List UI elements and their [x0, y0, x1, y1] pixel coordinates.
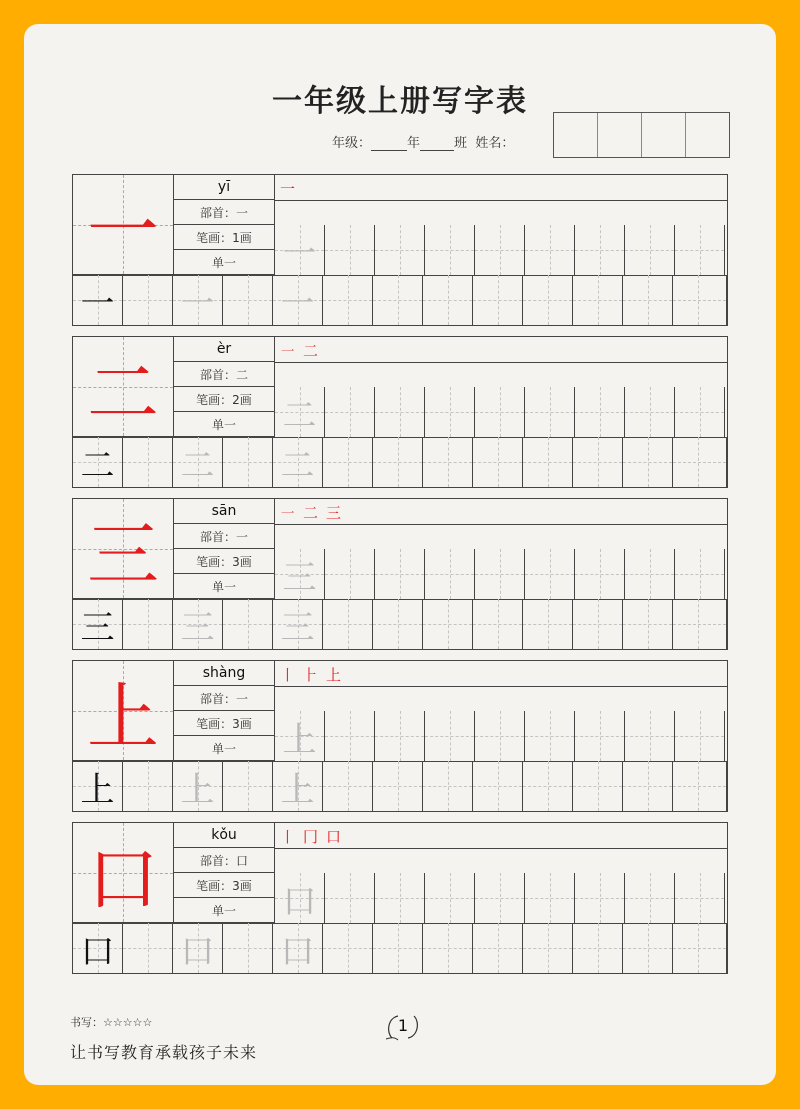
writing-cell[interactable]	[623, 437, 673, 487]
writing-cell[interactable]	[323, 437, 373, 487]
writing-cell[interactable]	[575, 225, 625, 275]
writing-cell[interactable]	[673, 275, 727, 325]
writing-cell[interactable]	[673, 761, 727, 811]
trace-char: 一	[180, 283, 215, 324]
trace-char: 上	[282, 719, 317, 760]
writing-cell[interactable]	[575, 873, 625, 923]
writing-cell[interactable]	[375, 711, 425, 761]
writing-cell[interactable]	[123, 761, 173, 811]
sample-char: 上	[80, 769, 115, 810]
stroke-step: ㇐	[280, 341, 296, 360]
writing-cell[interactable]	[173, 599, 223, 649]
writing-cell[interactable]	[473, 923, 523, 973]
trace-char: 二	[180, 445, 215, 486]
writing-cell[interactable]	[623, 599, 673, 649]
row-divider	[275, 524, 727, 525]
writing-cell[interactable]	[525, 387, 575, 437]
stroke-count: 笔画：1画	[174, 225, 275, 250]
radical: 部首：一	[174, 686, 275, 711]
writing-cell[interactable]	[373, 437, 423, 487]
model-char-cell	[73, 337, 174, 437]
pinyin: sān	[174, 499, 275, 524]
stroke-step: 口	[326, 827, 342, 846]
rating-stars: 书写：☆☆☆☆☆	[70, 1016, 153, 1029]
radical: 部首：口	[174, 848, 275, 873]
writing-cell[interactable]	[223, 761, 273, 811]
writing-cell[interactable]	[325, 711, 375, 761]
pinyin: èr	[174, 337, 275, 362]
pinyin: yī	[174, 175, 275, 200]
writing-cell[interactable]	[275, 711, 325, 761]
stroke-step: 丨	[280, 827, 296, 846]
character-block	[72, 660, 728, 812]
writing-cell[interactable]	[425, 225, 475, 275]
writing-cell[interactable]	[325, 873, 375, 923]
stroke-count: 笔画：3画	[174, 711, 275, 736]
writing-cell[interactable]	[625, 873, 675, 923]
writing-cell[interactable]	[675, 225, 725, 275]
writing-cell[interactable]	[475, 549, 525, 599]
sample-char: 三	[80, 607, 115, 648]
row-divider	[275, 362, 727, 363]
writing-cell[interactable]	[73, 923, 123, 973]
writing-cell[interactable]	[575, 549, 625, 599]
trace-char: 一	[282, 233, 317, 274]
writing-cell[interactable]	[525, 711, 575, 761]
writing-cell[interactable]	[423, 599, 473, 649]
writing-cell[interactable]	[473, 599, 523, 649]
writing-cell[interactable]	[375, 225, 425, 275]
writing-cell[interactable]	[325, 225, 375, 275]
writing-cell[interactable]	[373, 923, 423, 973]
name-label: 姓名：	[475, 136, 515, 151]
writing-cell[interactable]	[523, 437, 573, 487]
writing-cell[interactable]	[523, 599, 573, 649]
writing-cell[interactable]	[223, 275, 273, 325]
row-divider	[275, 686, 727, 687]
sample-char: 一	[80, 283, 115, 324]
writing-cell[interactable]	[673, 599, 727, 649]
grade-label: 年级：	[332, 136, 372, 151]
stroke-step: 二	[303, 341, 319, 360]
writing-cell[interactable]	[625, 387, 675, 437]
writing-cell[interactable]	[173, 923, 223, 973]
model-char: 口	[86, 836, 159, 921]
example-word: 单一	[174, 250, 275, 275]
writing-cell[interactable]	[573, 275, 623, 325]
page-title: 一年级上册写字表	[272, 84, 528, 119]
writing-cell[interactable]	[473, 761, 523, 811]
writing-cell[interactable]	[73, 761, 123, 811]
year-label: 年	[407, 136, 421, 151]
trace-char: 二	[280, 445, 315, 486]
writing-cell[interactable]	[223, 437, 273, 487]
writing-cell[interactable]	[273, 761, 323, 811]
writing-cell[interactable]	[525, 225, 575, 275]
writing-cell[interactable]	[273, 437, 323, 487]
writing-cell[interactable]	[323, 923, 373, 973]
writing-cell[interactable]	[423, 437, 473, 487]
writing-cell[interactable]	[523, 275, 573, 325]
writing-cell[interactable]	[625, 549, 675, 599]
writing-cell[interactable]	[573, 923, 623, 973]
stroke-step: 三	[326, 503, 342, 522]
model-char: 二	[86, 350, 159, 435]
character-block	[72, 498, 728, 650]
sample-char: 口	[80, 931, 115, 972]
writing-cell[interactable]	[373, 275, 423, 325]
writing-cell[interactable]	[375, 387, 425, 437]
writing-cell[interactable]	[623, 923, 673, 973]
stroke-step: 一	[280, 179, 296, 198]
stroke-order	[280, 339, 318, 361]
example-word: 单一	[174, 898, 275, 923]
trace-char: 二	[282, 395, 317, 436]
writing-cell[interactable]	[475, 711, 525, 761]
radical: 部首：二	[174, 362, 275, 387]
writing-cell[interactable]	[625, 711, 675, 761]
writing-cell[interactable]	[173, 437, 223, 487]
writing-cell[interactable]	[123, 275, 173, 325]
writing-cell[interactable]	[373, 599, 423, 649]
writing-cell[interactable]	[575, 387, 625, 437]
writing-cell[interactable]	[575, 711, 625, 761]
model-char-cell	[73, 499, 174, 599]
stroke-step: 二	[303, 503, 319, 522]
stroke-order	[280, 825, 341, 847]
writing-cell[interactable]	[523, 761, 573, 811]
writing-cell[interactable]	[525, 549, 575, 599]
writing-cell[interactable]	[475, 387, 525, 437]
writing-cell[interactable]	[623, 275, 673, 325]
writing-cell[interactable]	[325, 387, 375, 437]
sample-char: 二	[80, 445, 115, 486]
model-char: 上	[86, 674, 159, 759]
writing-cell[interactable]	[223, 923, 273, 973]
trace-char: 口	[280, 931, 315, 972]
writing-cell[interactable]	[73, 275, 123, 325]
pinyin: kǒu	[174, 823, 275, 848]
writing-cell[interactable]	[473, 275, 523, 325]
writing-cell[interactable]	[425, 873, 475, 923]
example-word: 单一	[174, 736, 275, 761]
trace-char: 上	[280, 769, 315, 810]
writing-cell[interactable]	[573, 761, 623, 811]
character-block	[72, 336, 728, 488]
writing-cell[interactable]	[123, 923, 173, 973]
row-divider	[275, 848, 727, 849]
writing-cell[interactable]	[425, 711, 475, 761]
stroke-count: 笔画：2画	[174, 387, 275, 412]
model-char: 一	[86, 188, 159, 273]
writing-cell[interactable]	[475, 225, 525, 275]
footer-slogan: 让书写教育承载孩子未来	[70, 1043, 258, 1062]
writing-cell[interactable]	[73, 599, 123, 649]
character-block	[72, 822, 728, 974]
writing-cell[interactable]	[423, 275, 473, 325]
radical: 部首：一	[174, 200, 275, 225]
writing-cell[interactable]	[123, 437, 173, 487]
writing-cell[interactable]	[523, 923, 573, 973]
writing-cell[interactable]	[275, 873, 325, 923]
grade-blank[interactable]	[371, 140, 407, 151]
writing-cell[interactable]	[123, 599, 173, 649]
page-number	[384, 1012, 422, 1042]
example-word: 单一	[174, 412, 275, 437]
page-number-text: 1	[397, 1016, 409, 1035]
writing-cell[interactable]	[275, 549, 325, 599]
trace-char: 口	[282, 881, 317, 922]
stroke-step: 上	[326, 665, 342, 684]
stroke-count: 笔画：3画	[174, 549, 275, 574]
writing-cell[interactable]	[273, 599, 323, 649]
writing-cell[interactable]	[675, 873, 725, 923]
writing-cell[interactable]	[623, 761, 673, 811]
writing-cell[interactable]	[525, 873, 575, 923]
stroke-step: 冂	[303, 827, 319, 846]
trace-char: 上	[180, 769, 215, 810]
writing-cell[interactable]	[475, 873, 525, 923]
writing-cell[interactable]	[425, 549, 475, 599]
writing-cell[interactable]	[275, 387, 325, 437]
writing-cell[interactable]	[675, 549, 725, 599]
model-char-cell	[73, 661, 174, 761]
writing-cell[interactable]	[375, 873, 425, 923]
writing-cell[interactable]	[675, 387, 725, 437]
writing-cell[interactable]	[673, 437, 727, 487]
stroke-order	[280, 663, 341, 685]
writing-cell[interactable]	[223, 599, 273, 649]
stroke-step: ㇐	[280, 503, 296, 522]
trace-char: 三	[280, 607, 315, 648]
stroke-order	[280, 501, 341, 523]
class-label: 班	[454, 136, 468, 151]
stroke-step: 丨	[280, 665, 296, 684]
trace-char: 三	[180, 607, 215, 648]
example-word: 单一	[174, 574, 275, 599]
writing-cell[interactable]	[373, 761, 423, 811]
writing-cell[interactable]	[675, 711, 725, 761]
stroke-step: ⺊	[303, 665, 319, 684]
writing-cell[interactable]	[273, 923, 323, 973]
writing-cell[interactable]	[323, 761, 373, 811]
writing-cell[interactable]	[325, 549, 375, 599]
writing-cell[interactable]	[473, 437, 523, 487]
writing-cell[interactable]	[573, 437, 623, 487]
trace-char: 三	[282, 557, 317, 598]
name-grid[interactable]	[553, 112, 730, 158]
model-char: 三	[86, 512, 159, 597]
writing-cell[interactable]	[423, 761, 473, 811]
writing-cell[interactable]	[673, 923, 727, 973]
writing-cell[interactable]	[73, 437, 123, 487]
pinyin: shàng	[174, 661, 275, 686]
model-char-cell	[73, 175, 174, 275]
writing-cell[interactable]	[425, 387, 475, 437]
radical: 部首：一	[174, 524, 275, 549]
writing-cell[interactable]	[423, 923, 473, 973]
writing-cell[interactable]	[273, 275, 323, 325]
writing-cell[interactable]	[573, 599, 623, 649]
writing-cell[interactable]	[323, 599, 373, 649]
character-block	[72, 174, 728, 326]
writing-cell[interactable]	[323, 275, 373, 325]
model-char-cell	[73, 823, 174, 923]
trace-char: 一	[280, 283, 315, 324]
class-blank[interactable]	[420, 140, 454, 151]
student-info	[332, 132, 514, 151]
writing-cell[interactable]	[625, 225, 675, 275]
writing-cell[interactable]	[173, 761, 223, 811]
writing-cell[interactable]	[375, 549, 425, 599]
writing-cell[interactable]	[275, 225, 325, 275]
stroke-count: 笔画：3画	[174, 873, 275, 898]
writing-cell[interactable]	[173, 275, 223, 325]
row-divider	[275, 200, 727, 201]
trace-char: 口	[180, 931, 215, 972]
stroke-order	[280, 177, 295, 199]
